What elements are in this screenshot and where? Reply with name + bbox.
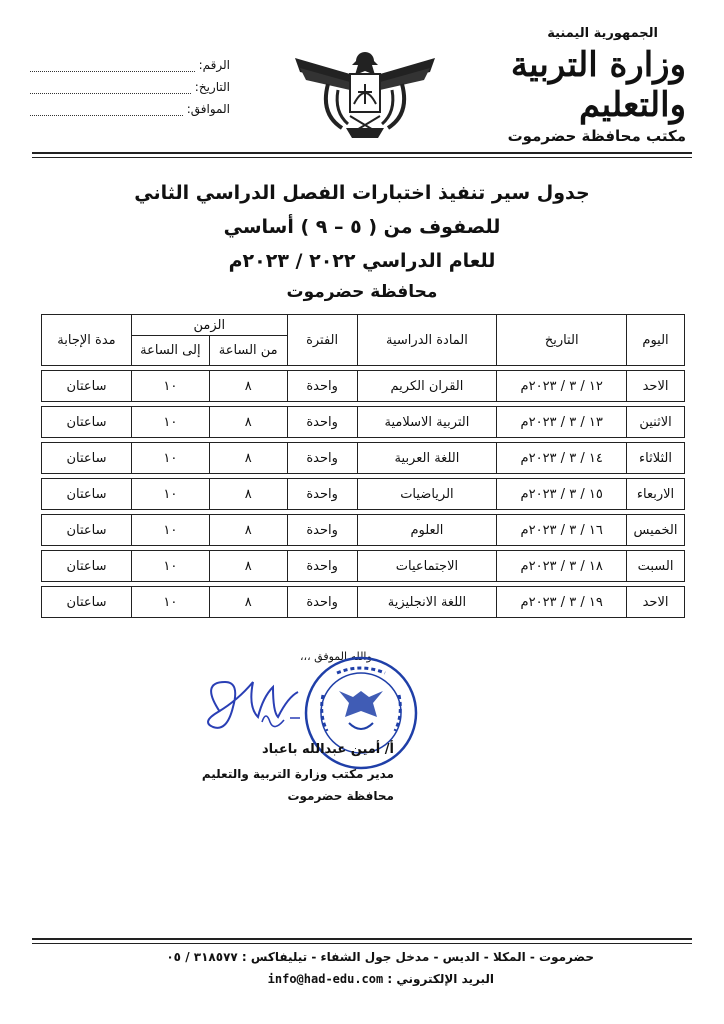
reference-number-field xyxy=(30,50,230,72)
footer-address: حضرموت - المكلا - الديس - مدخل جول الشفاء - تيليفاكس : ٣١٨٥٧٧ / ٠٥ xyxy=(166,950,594,964)
document-titles xyxy=(0,176,724,306)
cell-from: ٨ xyxy=(209,515,287,546)
main-title: جدول سير تنفيذ اختبارات الفصل الدراسي الثاني xyxy=(134,182,590,204)
footer-email xyxy=(268,972,494,986)
signatory-title: مدير مكتب وزارة التربية والتعليم xyxy=(201,767,394,781)
email-label: البريد الإلكتروني : xyxy=(387,972,494,986)
signatory-governorate: محافظة حضرموت xyxy=(287,789,394,803)
corresponding-label: الموافق: xyxy=(186,102,230,116)
cell-from: ٨ xyxy=(209,443,287,474)
reference-line xyxy=(30,59,195,72)
col-header-date: التاريخ xyxy=(497,315,627,366)
col-header-subject: المادة الدراسية xyxy=(357,315,497,366)
col-header-duration: مدة الإجابة xyxy=(42,315,132,366)
cell-duration: ساعتان xyxy=(42,443,132,474)
col-header-period: الفترة xyxy=(287,315,357,366)
grades-title: للصفوف من ( ٥ – ٩ ) أساسي xyxy=(223,216,501,238)
table-row xyxy=(42,371,685,402)
cell-date: ١٥ / ٣ / ٢٠٢٣م xyxy=(497,479,627,510)
table-row xyxy=(42,443,685,474)
table-row xyxy=(42,479,685,510)
cell-day: الثلاثاء xyxy=(627,443,685,474)
republic-name: الجمهورية اليمنية xyxy=(547,26,658,41)
corresponding-line xyxy=(30,103,183,116)
cell-duration: ساعتان xyxy=(42,371,132,402)
cell-to: ١٠ xyxy=(131,443,209,474)
cell-subject: الرياضيات xyxy=(357,479,497,510)
email-address[interactable]: info@had-edu.com xyxy=(267,972,384,986)
cell-day: الاثنين xyxy=(627,407,685,438)
header-divider-thin xyxy=(32,157,692,158)
cell-period: واحدة xyxy=(287,371,357,402)
table-body xyxy=(42,366,685,618)
header-divider xyxy=(32,152,692,154)
cell-day: الاحد xyxy=(627,371,685,402)
col-header-from: من الساعة xyxy=(209,336,287,366)
ministry-name: وزارة التربية والتعليم xyxy=(510,45,686,125)
reference-fields xyxy=(30,50,230,116)
cell-duration: ساعتان xyxy=(42,407,132,438)
cell-period: واحدة xyxy=(287,479,357,510)
cell-subject: القران الكريم xyxy=(357,371,497,402)
cell-duration: ساعتان xyxy=(42,515,132,546)
date-line xyxy=(30,81,191,94)
date-label: التاريخ: xyxy=(194,80,230,94)
cell-from: ٨ xyxy=(209,479,287,510)
col-header-to: إلى الساعة xyxy=(131,336,209,366)
table-row xyxy=(42,515,685,546)
corresponding-date-field xyxy=(30,94,230,116)
year-title: للعام الدراسي ٢٠٢٢ / ٢٠٢٣م xyxy=(228,250,496,272)
footer-divider xyxy=(32,938,692,940)
closing-phrase: والله الموفق ،،، xyxy=(300,650,372,663)
cell-to: ١٠ xyxy=(131,407,209,438)
cell-date: ١٦ / ٣ / ٢٠٢٣م xyxy=(497,515,627,546)
cell-to: ١٠ xyxy=(131,551,209,582)
cell-period: واحدة xyxy=(287,407,357,438)
cell-from: ٨ xyxy=(209,371,287,402)
cell-date: ١٢ / ٣ / ٢٠٢٣م xyxy=(497,371,627,402)
cell-period: واحدة xyxy=(287,587,357,618)
cell-duration: ساعتان xyxy=(42,479,132,510)
cell-date: ١٨ / ٣ / ٢٠٢٣م xyxy=(497,551,627,582)
exam-schedule-table xyxy=(41,314,685,618)
letterhead-right xyxy=(476,26,686,145)
cell-day: الاربعاء xyxy=(627,479,685,510)
date-field xyxy=(30,72,230,94)
cell-subject: الاجتماعيات xyxy=(357,551,497,582)
table-row xyxy=(42,587,685,618)
cell-period: واحدة xyxy=(287,515,357,546)
office-name: مكتب محافظة حضرموت xyxy=(507,127,686,145)
cell-period: واحدة xyxy=(287,551,357,582)
table-row xyxy=(42,407,685,438)
yemen-eagle-emblem xyxy=(290,44,440,144)
cell-day: الاحد xyxy=(627,587,685,618)
cell-duration: ساعتان xyxy=(42,551,132,582)
cell-subject: اللغة العربية xyxy=(357,443,497,474)
signatory-block xyxy=(134,742,394,803)
cell-from: ٨ xyxy=(209,551,287,582)
cell-from: ٨ xyxy=(209,587,287,618)
cell-period: واحدة xyxy=(287,443,357,474)
cell-date: ١٤ / ٣ / ٢٠٢٣م xyxy=(497,443,627,474)
cell-date: ١٣ / ٣ / ٢٠٢٣م xyxy=(497,407,627,438)
cell-subject: التربية الاسلامية xyxy=(357,407,497,438)
table-header-row xyxy=(42,315,685,336)
cell-to: ١٠ xyxy=(131,371,209,402)
reference-label: الرقم: xyxy=(198,58,230,72)
cell-date: ١٩ / ٣ / ٢٠٢٣م xyxy=(497,587,627,618)
governorate-title: محافظة حضرموت xyxy=(286,282,438,302)
table-row xyxy=(42,551,685,582)
cell-duration: ساعتان xyxy=(42,587,132,618)
col-header-time: الزمن xyxy=(131,315,287,336)
cell-day: السبت xyxy=(627,551,685,582)
col-header-day: اليوم xyxy=(627,315,685,366)
signatory-name: أ/ أمين عبدالله باعباد xyxy=(261,742,394,757)
cell-to: ١٠ xyxy=(131,587,209,618)
cell-from: ٨ xyxy=(209,407,287,438)
cell-subject: العلوم xyxy=(357,515,497,546)
cell-subject: اللغة الانجليزية xyxy=(357,587,497,618)
cell-to: ١٠ xyxy=(131,515,209,546)
footer-divider-thin xyxy=(32,943,692,944)
cell-day: الخميس xyxy=(627,515,685,546)
cell-to: ١٠ xyxy=(131,479,209,510)
